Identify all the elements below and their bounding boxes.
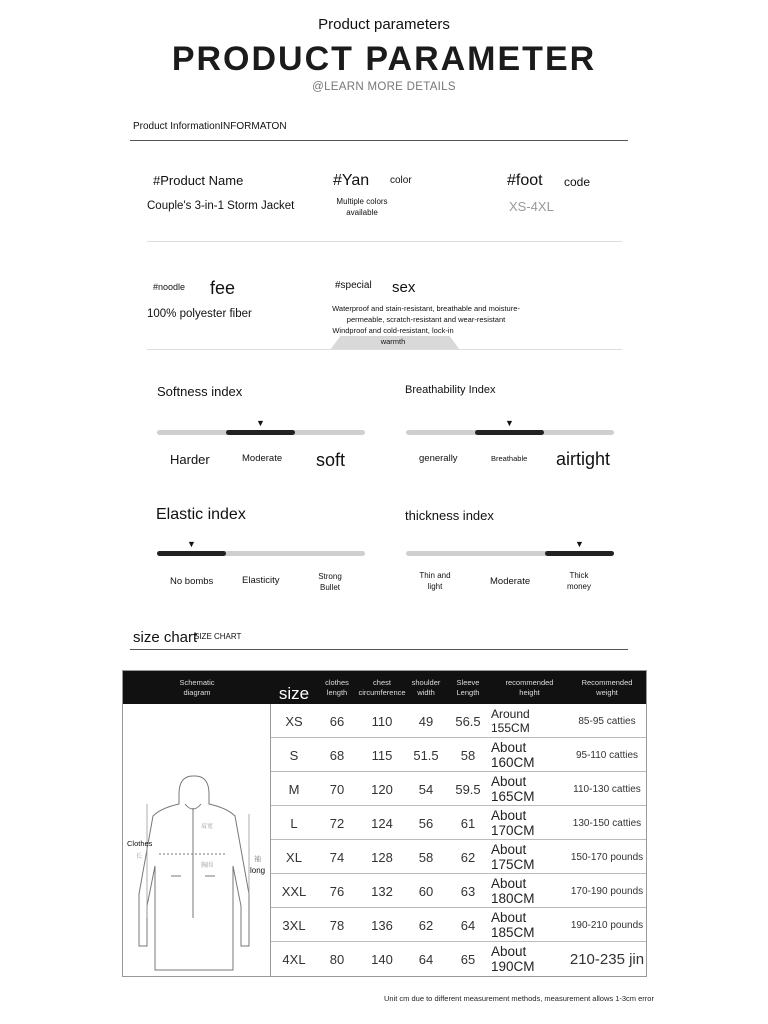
breathability-label-mid: Breathable	[491, 454, 528, 463]
table-row	[271, 908, 646, 942]
top-title: Product parameters	[318, 16, 450, 33]
cell-length: 66	[329, 713, 345, 729]
fabric-label: fee	[210, 278, 236, 298]
cell-chest: 128	[371, 849, 393, 865]
cell-shoulder: 58	[418, 849, 434, 865]
softness-marker-icon: ▼	[256, 418, 265, 428]
size-value: XS-4XL	[509, 199, 554, 214]
fabric-value: 100% polyester fiber	[147, 308, 252, 320]
feature-value-1: Waterproof and stain-resistant, breathable and moisture-permeable, scratch-resistant and wear-resistant	[332, 304, 520, 324]
cell-size: 3XL	[282, 917, 306, 933]
main-title: PRODUCT PARAMETER	[171, 40, 597, 78]
breathability-bar-fill	[475, 430, 544, 435]
cell-size: XL	[286, 849, 302, 865]
divider-light	[147, 241, 622, 242]
thickness-marker-icon: ▼	[575, 539, 584, 549]
fabric-hash: #noodle	[153, 282, 186, 292]
color-value: Multiple colors available	[336, 197, 388, 217]
cell-chest: 110	[371, 713, 393, 729]
divider	[130, 140, 628, 141]
header-sleeve: Sleeve Length	[456, 677, 480, 697]
cell-chest: 115	[371, 747, 393, 763]
svg-text:胸围: 胸围	[201, 863, 214, 869]
elastic-marker-icon: ▼	[187, 539, 196, 549]
elastic-label-mid: Elasticity	[242, 575, 280, 586]
cell-height: About 165CM	[491, 774, 535, 804]
cell-shoulder: 60	[418, 883, 434, 899]
svg-text:肩宽: 肩宽	[201, 824, 214, 830]
cell-sleeve: 65	[460, 951, 476, 967]
size-hash: #foot	[507, 172, 543, 189]
table-row	[271, 738, 646, 772]
header-height: recommended height	[505, 677, 554, 697]
cell-weight: 190-210 pounds	[570, 919, 644, 931]
cell-weight: 130-150 catties	[572, 817, 642, 829]
cell-height: About 170CM	[491, 808, 535, 838]
cell-sleeve: 61	[460, 815, 476, 831]
cell-height: About 180CM	[491, 876, 535, 906]
softness-label-high: soft	[316, 450, 346, 470]
cell-shoulder: 56	[418, 815, 434, 831]
breathability-title: Breathability Index	[405, 384, 496, 396]
jacket-diagram	[123, 704, 271, 976]
cell-size: S	[289, 747, 299, 763]
header-weight: Recommended weight	[581, 677, 633, 697]
breathability-marker-icon: ▼	[505, 418, 514, 428]
softness-bar-fill	[226, 430, 295, 435]
table-row	[271, 874, 646, 908]
sub-title: @LEARN MORE DETAILS	[312, 81, 456, 93]
header-length: clothes length	[325, 677, 349, 697]
cell-chest: 140	[371, 951, 393, 967]
cell-height: About 175CM	[491, 842, 535, 872]
cell-length: 68	[329, 747, 345, 763]
cell-size: M	[288, 781, 300, 797]
size-chart-title: size chart	[133, 629, 198, 646]
diagram-label-clothes: Clothes	[127, 839, 153, 848]
cell-length: 70	[329, 781, 345, 797]
divider-light	[147, 349, 622, 350]
table-row	[271, 806, 646, 840]
cell-length: 80	[329, 951, 345, 967]
cell-sleeve: 62	[460, 849, 476, 865]
cell-sleeve: 56.5	[455, 713, 481, 729]
table-row	[271, 772, 646, 806]
diagram-label-long-sub: 袖	[254, 856, 261, 863]
cell-chest: 120	[371, 781, 393, 797]
cell-shoulder: 62	[418, 917, 434, 933]
cell-size: 4XL	[282, 951, 306, 967]
cell-shoulder: 49	[418, 713, 434, 729]
size-table	[122, 670, 647, 977]
thickness-label-low: Thin and light	[419, 571, 451, 591]
thickness-bar-fill	[545, 551, 614, 556]
softness-label-low: Harder	[170, 452, 210, 467]
size-table-header	[123, 671, 646, 704]
cell-height: About 160CM	[491, 740, 535, 770]
cell-weight: 95-110 catties	[575, 749, 639, 761]
cell-height: Around 155CM	[491, 707, 530, 735]
cell-sleeve: 59.5	[455, 781, 481, 797]
cell-shoulder: 64	[418, 951, 434, 967]
cell-size: XXL	[281, 883, 307, 899]
softness-title: Softness index	[157, 384, 243, 399]
feature-value-2: Windproof and cold-resistant, lock-in warmth	[332, 326, 454, 346]
cell-size: L	[290, 815, 298, 831]
size-label: code	[564, 175, 591, 189]
thickness-label-mid: Moderate	[490, 576, 531, 587]
table-row	[271, 840, 646, 874]
cell-weight: 210-235 jin	[569, 950, 645, 968]
cell-shoulder: 54	[418, 781, 434, 797]
elastic-title: Elastic index	[156, 506, 246, 523]
elastic-bar-fill	[157, 551, 226, 556]
size-chart-subtitle: SIZE CHART	[194, 632, 242, 641]
cell-weight: 150-170 pounds	[570, 851, 644, 863]
product-name-label: #Product Name	[153, 173, 244, 188]
thickness-title: thickness index	[405, 508, 494, 523]
header-shoulder: shoulder width	[411, 677, 441, 697]
divider	[130, 649, 628, 650]
cell-shoulder: 51.5	[413, 747, 439, 763]
cell-size: XS	[285, 713, 303, 729]
cell-sleeve: 58	[460, 747, 476, 763]
color-hash: #Yan	[333, 172, 370, 189]
elastic-label-high: Strong Bullet	[318, 572, 342, 592]
cell-length: 72	[329, 815, 345, 831]
feature-hash: #special	[335, 280, 372, 291]
header-diagram: Schematic diagram	[179, 677, 215, 697]
footnote: Unit cm due to different measurement methods, measurement allows 1-3cm error	[384, 994, 654, 1003]
cell-sleeve: 63	[460, 883, 476, 899]
softness-label-mid: Moderate	[242, 453, 283, 464]
cell-length: 74	[329, 849, 345, 865]
color-label: color	[390, 175, 412, 186]
cell-height: About 185CM	[491, 910, 535, 940]
header-size: size	[278, 683, 310, 703]
cell-chest: 132	[371, 883, 393, 899]
breathability-label-high: airtight	[556, 449, 611, 469]
thickness-label-high: Thick money	[566, 571, 591, 591]
breathability-label-low: generally	[419, 453, 458, 464]
cell-length: 76	[329, 883, 345, 899]
cell-length: 78	[329, 917, 345, 933]
diagram-label-long: long	[250, 866, 266, 875]
cell-chest: 136	[371, 917, 393, 933]
cell-weight: 170-190 pounds	[570, 885, 644, 897]
header-chest: chest circumference	[358, 677, 406, 697]
cell-weight: 110-130 catties	[573, 783, 641, 795]
cell-sleeve: 64	[460, 917, 476, 933]
elastic-label-low: No bombs	[170, 576, 214, 587]
product-name-value: Couple's 3-in-1 Storm Jacket	[147, 200, 295, 212]
cell-weight: 85-95 catties	[578, 715, 636, 727]
cell-height: About 190CM	[491, 944, 535, 974]
cell-chest: 124	[371, 815, 393, 831]
table-row	[271, 942, 646, 976]
table-row	[271, 704, 646, 738]
feature-label: sex	[392, 279, 416, 296]
diagram-label-clothes-sub: 长	[136, 854, 143, 860]
info-heading: Product InformationINFORMATON	[133, 121, 287, 132]
